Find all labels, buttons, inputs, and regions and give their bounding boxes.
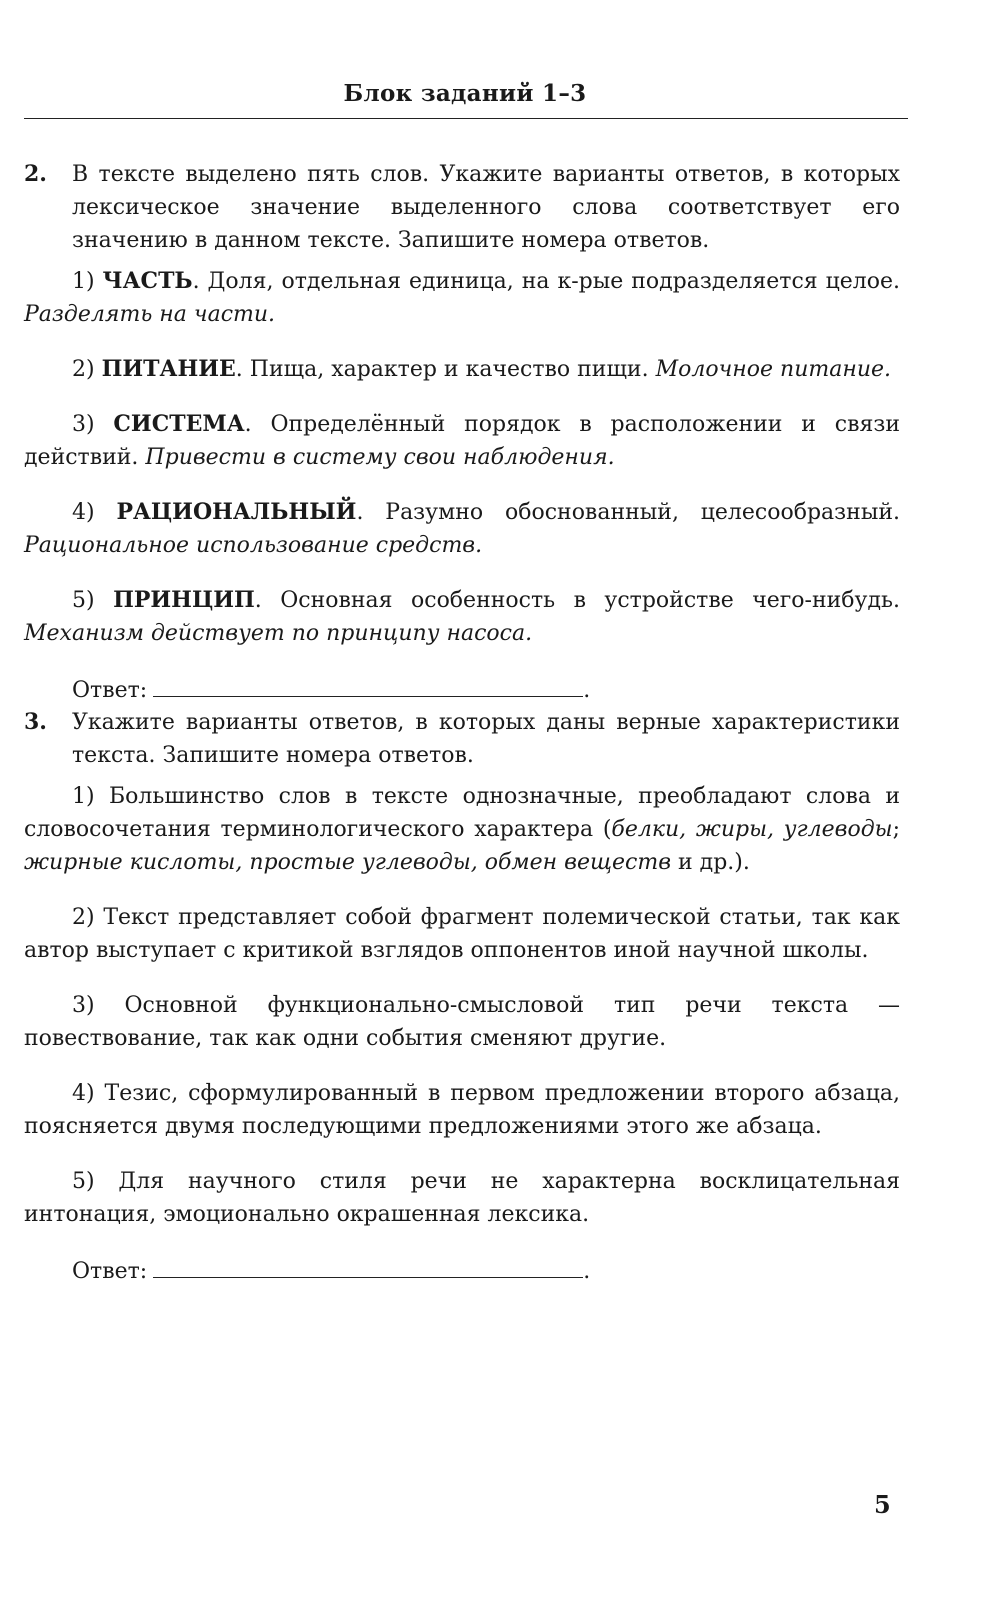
answer-label: Ответ: [72,678,148,703]
option-item: 1) ЧАСТЬ. Доля, отдельная единица, на к-рые подразделяется целое. Разделять на части. [24,268,900,327]
answer-row: Ответ: . [72,1253,900,1288]
task-3 [24,706,900,1288]
option-item: 5) ПРИНЦИП. Основная особенность в устройстве чего-нибудь. Механизм действует по принципу насоса. [24,587,900,646]
task-2 [24,158,900,707]
option-item: 2) Текст представляет собой фрагмент полемической статьи, так как автор выступает с критикой взглядов оппонентов иной научной школы. [24,905,900,963]
answer-input[interactable] [153,672,583,697]
option-item: 3) СИСТЕМА. Определённый порядок в расположении и связи действий. Привести в систему свои наблюдения. [24,411,901,470]
option-item: 3) Основной функционально-смысловой тип речи текста — повествование, так как одни события сменяют другие. [24,993,900,1051]
option-item: 5) Для научного стиля речи не характерна восклицательная интонация, эмоционально окрашенная лексика. [24,1169,900,1227]
answer-input[interactable] [153,1253,583,1278]
task-number: 2. [24,161,47,187]
task-number: 3. [24,709,47,735]
answer-label: Ответ: [72,1259,148,1284]
option-item: 1) Большинство слов в тексте однозначные, преобладают слова и словосочетания терминологического характера (белки, жиры, углеводы; жирные кислоты, простые углеводы, обмен веществ и др.). [24,784,900,875]
header-divider [24,118,908,119]
page-number: 5 [874,1490,891,1519]
option-item: 4) Тезис, сформулированный в первом предложении второго абзаца, поясняется двумя последующими предложениями этого же абзаца. [24,1081,900,1139]
answer-row: Ответ: . [72,672,900,707]
option-item: 4) РАЦИОНАЛЬНЫЙ. Разумно обоснованный, целесообразный. Рациональное использование средств. [24,499,901,558]
task-question: Укажите варианты ответов, в которых даны верные характеристики текста. Запишите номера ответов. [72,710,900,768]
option-list [24,265,900,650]
section-title: Блок заданий 1–3 [343,80,587,107]
task-question: В тексте выделено пять слов. Укажите варианты ответов, в которых лексическое значение выделенного слова соответствует его значению в данном тексте. Запишите номера ответов. [72,162,900,253]
option-list [24,780,900,1231]
option-item: 2) ПИТАНИЕ. Пища, характер и качество пищи. Молочное питание. [72,356,892,382]
